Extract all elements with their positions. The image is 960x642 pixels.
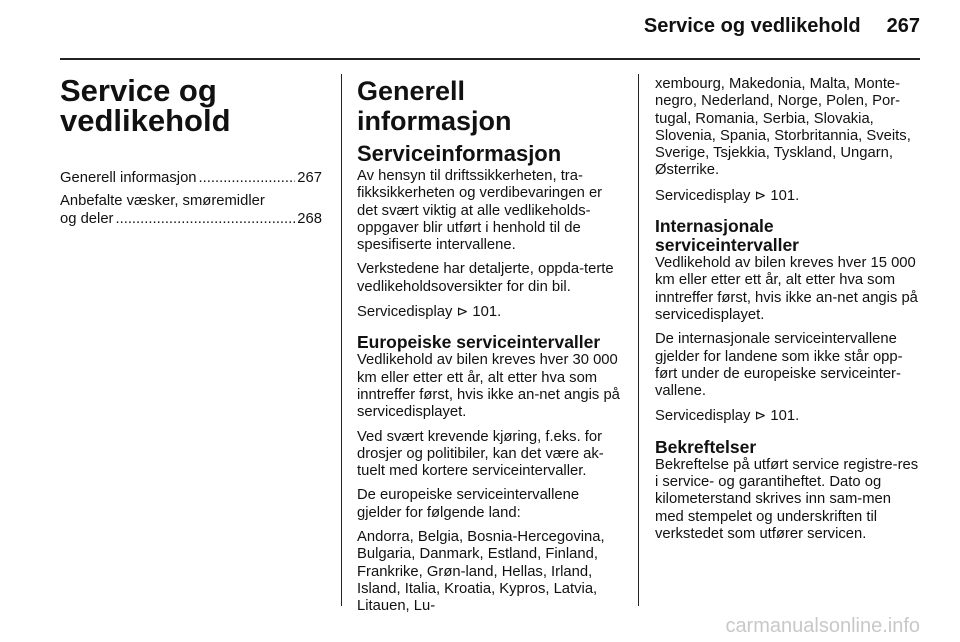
subheading: Internasjonale serviceintervaller — [655, 216, 799, 256]
paragraph: Ved svært krevende kjøring, f.eks. for drosjer og politibiler, kan det være ak-tuelt med kortere serviceintervaller. — [357, 428, 604, 480]
body-column-3 — [655, 76, 920, 550]
toc-leader — [199, 170, 296, 187]
column-divider — [341, 74, 342, 606]
ref-label: Servicedisplay — [655, 187, 751, 204]
column-divider — [638, 74, 639, 606]
paragraph: Av hensyn til driftssikkerheten, tra-fikksikkerheten og verdibevaringen er det svært viktig at alle vedlikeholds-oppgaver blir utført i henhold til de spesifiserte intervallene. — [357, 168, 603, 254]
running-title: Service og vedlikehold — [643, 15, 861, 37]
chapter-column — [60, 73, 322, 228]
paragraph: De internasjonale serviceintervallene gjelder for landene som ikke står opp-ført under de europeiske serviceinter-vallene. — [655, 331, 903, 400]
cross-reference — [357, 303, 620, 321]
cross-reference — [655, 187, 920, 205]
paragraph: Verkstedene har detaljerte, oppda-terte vedlikeholdsoversikter for din bil. — [357, 261, 614, 295]
paragraph: De europeiske serviceintervallene gjelder for følgende land: — [357, 487, 580, 521]
watermark: carmanualsonline.info — [725, 615, 920, 637]
toc-entry-page: 268 — [297, 210, 322, 227]
paragraph: Vedlikehold av bilen kreves hver 15 000 km eller etter ett år, alt etter hva som inntreffer først, hvis ikke an-net angis på servicedisplayet. — [655, 255, 918, 323]
chapter-title-line: Service og — [60, 73, 217, 108]
toc-entry[interactable] — [60, 170, 322, 187]
ref-arrow-icon: ⊳ — [754, 407, 767, 424]
ref-page: 101. — [770, 408, 800, 425]
subheading: Europeiske serviceintervaller — [357, 332, 601, 353]
paragraph: xembourg, Makedonia, Malta, Monte-negro, Nederland, Norge, Polen, Por-tugal, Romania, Serbia, Slovakia, Slovenia, Spania, Storbritannia, Sveits, Sverige, Tsjekkia, Tyskland, Ungarn, Østerrike. — [655, 76, 911, 179]
body-column-2 — [357, 76, 620, 623]
toc-entry-title: Generell informasjon — [60, 170, 197, 186]
toc-entry[interactable] — [60, 193, 322, 228]
paragraph: Vedlikehold av bilen kreves hver 30 000 km eller etter ett år, alt etter hva som inntreffer først, hvis ikke an-net angis på servicedisplayet. — [357, 352, 620, 421]
toc-entry-title-cont: og deler — [60, 210, 114, 227]
toc-entry-title: Anbefalte væsker, smøremidler — [60, 193, 265, 210]
ref-label: Servicedisplay — [357, 304, 453, 321]
running-header — [644, 15, 920, 38]
ref-label: Servicedisplay — [655, 408, 751, 425]
subheading: Bekreftelser — [655, 436, 757, 457]
ref-arrow-icon: ⊳ — [456, 303, 469, 320]
ref-page: 101. — [472, 304, 502, 321]
cross-reference — [655, 407, 920, 425]
ref-page: 101. — [770, 187, 800, 204]
toc-entry-page: 267 — [297, 170, 322, 186]
chapter-title-line: vedlikehold — [60, 103, 231, 138]
chapter-title — [60, 73, 322, 138]
paragraph: Bekreftelse på utført service registre-res i service- og garantiheftet. Dato og kilometerstand skrives inn sam-men med stempelet og underskriften til verkstedet som utfører servicen. — [655, 456, 919, 542]
toc-leader — [115, 211, 295, 228]
ref-arrow-icon: ⊳ — [754, 186, 767, 203]
page-number: 267 — [886, 15, 920, 37]
paragraph: Andorra, Belgia, Bosnia-Hercegovina, Bulgaria, Danmark, Estland, Finland, Frankrike, Grøn-land, Hellas, Irland, Island, Italia, Kroatia, Kypros, Latvia, Litauen, Lu- — [357, 529, 605, 615]
header-rule — [60, 58, 920, 60]
section-subtitle: Serviceinformasjon — [357, 141, 562, 166]
section-title: Generell informasjon — [357, 76, 512, 136]
